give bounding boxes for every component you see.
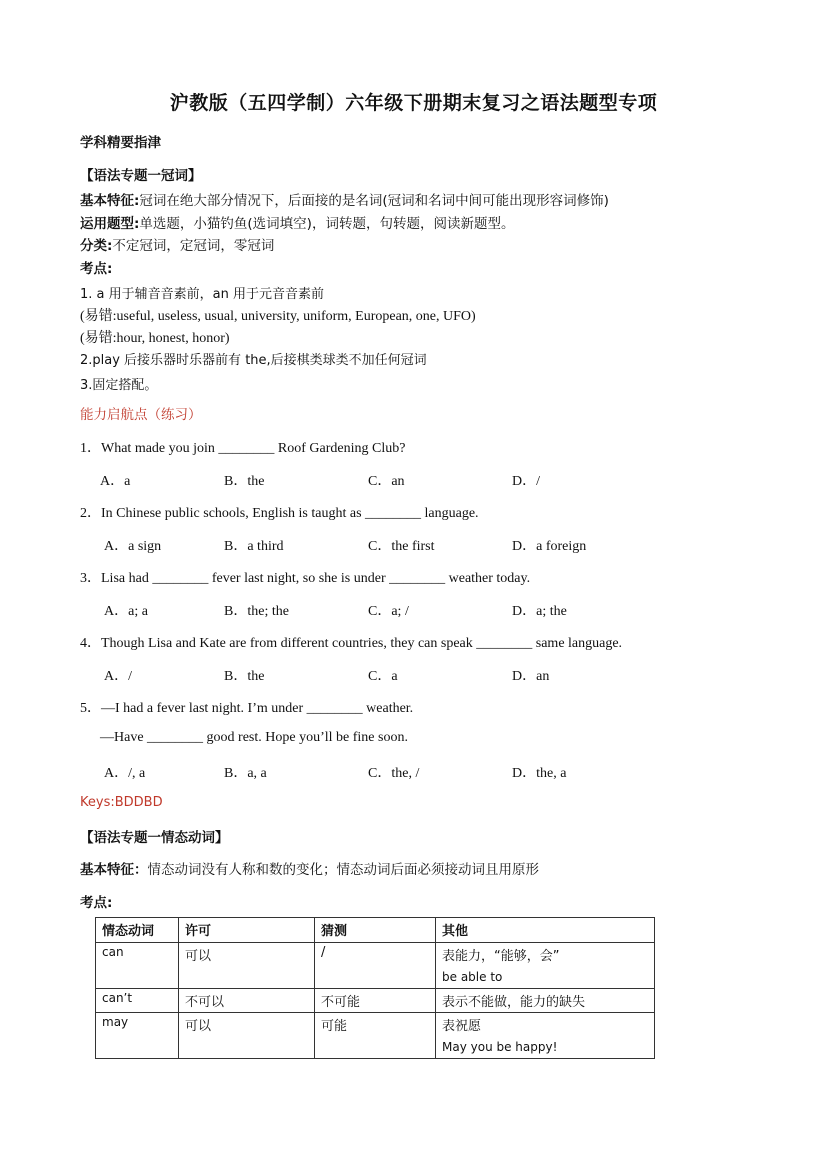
option-b: B．a, a — [224, 766, 267, 781]
question-stem: 5．—I had a fever last night. I’m under ________ weather. — [80, 701, 414, 716]
practice-heading: 能力启航点（练习） — [80, 407, 202, 423]
table-cell — [436, 943, 655, 989]
option-b: B．the — [224, 474, 265, 489]
page-title: 沪教版（五四学制）六年级下册期末复习之语法题型专项 — [169, 92, 658, 114]
modal-feature-text: 情态动词没有人称和数的变化；情态动词后面必须接动词且用原形 — [147, 862, 539, 878]
guide-heading: 学科精要指津 — [80, 135, 161, 151]
point-item: 3.固定搭配。 — [80, 378, 158, 393]
option-b: B．the; the — [224, 604, 289, 619]
table-cell: 不可能 — [315, 989, 436, 1013]
point-item: 2.play 后接乐器时乐器前有 the,后接棋类球类不加任何冠词 — [80, 353, 427, 368]
option-d: D．an — [512, 669, 550, 684]
feature-text: 冠词在绝大部分情况下，后面接的是名词(冠词和名词中间可能出现形容词修饰) — [139, 193, 609, 209]
feature-label: 基本特征: — [80, 193, 140, 209]
table-cell: 不可以 — [179, 989, 315, 1013]
option-a: A．a; a — [104, 604, 148, 619]
cell-text: 表祝愿 — [442, 1019, 482, 1034]
option-d: D．/ — [512, 474, 540, 489]
usage-label: 运用题型: — [80, 216, 140, 232]
table-header: 情态动词 — [96, 918, 179, 943]
modal-feature — [80, 858, 539, 878]
points-label: 考点: — [80, 261, 113, 277]
table-row — [96, 989, 655, 1013]
option-c: C．a; / — [368, 604, 409, 619]
option-a: A．/, a — [104, 766, 146, 781]
modal-points-label: 考点: — [80, 895, 113, 911]
cell-text: can’t — [102, 991, 133, 1005]
table-header: 猜测 — [315, 918, 436, 943]
option-b: B．a third — [224, 539, 284, 554]
option-a: A．a sign — [104, 539, 162, 554]
table-cell: / — [315, 943, 436, 989]
option-c: C．the first — [368, 539, 435, 554]
article-usage — [80, 212, 514, 232]
point-item: (易错:useful, useless, usual, university, uniform, European, one, UFO) — [80, 309, 476, 324]
usage-text: 单选题，小猫钓鱼(选词填空)，词转题，句转题，阅读新题型。 — [139, 216, 515, 232]
table-header: 其他 — [436, 918, 655, 943]
option-a: A．/ — [104, 669, 132, 684]
option-b: B．the — [224, 669, 265, 684]
option-d: D．a; the — [512, 604, 567, 619]
article-class — [80, 234, 274, 254]
option-a: A．a — [100, 474, 131, 489]
table-row — [96, 943, 655, 989]
point-item: 1. a 用于辅音音素前，an 用于元音音素前 — [80, 287, 324, 302]
table-cell: 可能 — [315, 1013, 436, 1059]
cell-text: can — [102, 945, 124, 959]
cell-subtext: be able to — [442, 970, 503, 984]
option-c: C．the, / — [368, 766, 420, 781]
cell-subtext: May you be happy! — [442, 1040, 558, 1054]
article-feature — [80, 189, 609, 209]
table-cell — [436, 1013, 655, 1059]
class-label: 分类: — [80, 238, 113, 254]
table-cell — [96, 989, 179, 1013]
modal-heading: 【语法专题一情态动词】 — [80, 830, 229, 846]
article-heading: 【语法专题一冠词】 — [80, 168, 202, 184]
table-row — [96, 1013, 655, 1059]
option-d: D．a foreign — [512, 539, 587, 554]
class-text: 不定冠词，定冠词，零冠词 — [112, 238, 275, 254]
table-cell: 可以 — [179, 943, 315, 989]
cell-text: 表能力，“能够，会” — [442, 949, 560, 964]
question-stem: 3．Lisa had ________ fever last night, so she is under ________ weather today. — [80, 571, 531, 586]
cell-text: may — [102, 1015, 129, 1029]
answer-keys: Keys:BDDBD — [80, 795, 163, 810]
point-item: (易错:hour, honest, honor) — [80, 331, 230, 346]
modal-feature-label: 基本特征： — [80, 862, 148, 878]
question-stem: 2．In Chinese public schools, English is taught as ________ language. — [80, 506, 479, 521]
table-header: 许可 — [179, 918, 315, 943]
table-cell: 可以 — [179, 1013, 315, 1059]
question-stem-line2: —Have ________ good rest. Hope you’ll be fine soon. — [100, 730, 408, 745]
table-cell: 表示不能做，能力的缺失 — [436, 989, 655, 1013]
table-cell — [96, 943, 179, 989]
modal-verb-table — [95, 917, 655, 1059]
table-header-row — [96, 918, 655, 943]
question-stem: 1．What made you join ________ Roof Gardening Club? — [80, 441, 406, 456]
question-stem: 4．Though Lisa and Kate are from different countries, they can speak ________ same language. — [80, 636, 623, 651]
option-c: C．an — [368, 474, 405, 489]
option-c: C．a — [368, 669, 398, 684]
table-cell — [96, 1013, 179, 1059]
option-d: D．the, a — [512, 766, 567, 781]
